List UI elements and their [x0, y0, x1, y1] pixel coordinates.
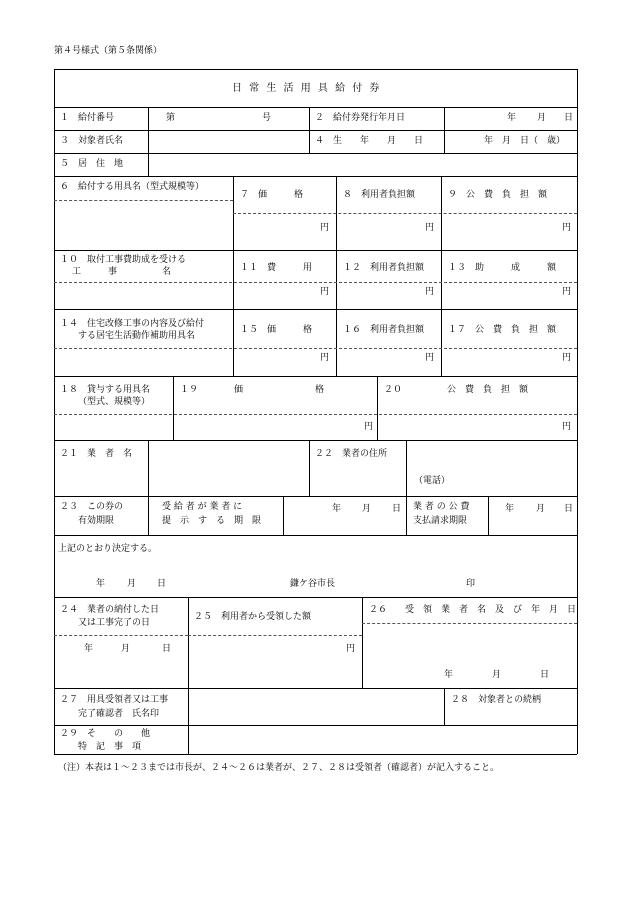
present-deadline-month: 月	[362, 504, 372, 514]
yen-17: 円	[562, 353, 572, 363]
item-name-label: ６ 給付する用具名（型式規模等）	[60, 182, 205, 192]
present-deadline-day: 日	[392, 504, 402, 514]
delivery-date-label: ２４ 業者の納付した日	[60, 605, 160, 615]
yen-25: 円	[346, 644, 356, 654]
receiver-label-2: 完了確認者 氏名印	[78, 709, 160, 719]
seal-mark: 印	[466, 579, 476, 589]
payment-deadline-label-2: 支払請求期限	[413, 516, 468, 526]
vendor-name-label: ２１ 業 者 名	[60, 449, 133, 459]
price-label: ７ 価 格	[240, 190, 304, 200]
payment-deadline-day: 日	[564, 504, 574, 514]
yen-19: 円	[364, 422, 374, 432]
present-deadline-label: 受 給 者 が 業 者 に	[162, 502, 243, 512]
number-prefix: 第	[166, 113, 176, 123]
payment-deadline-year: 年	[505, 504, 515, 514]
validity-label-2: 有効期限	[78, 516, 115, 526]
receipt-year: 年	[444, 670, 454, 680]
delivery-date-label-2: 又は工事完了の日	[78, 618, 151, 628]
mayor-title: 鎌ケ谷市長	[290, 579, 336, 589]
present-deadline-year: 年	[332, 504, 342, 514]
renovation-label: １４ 住宅改修工事の内容及び給付	[60, 319, 205, 329]
issue-date-day: 日	[564, 113, 574, 123]
decision-day: 日	[157, 579, 167, 589]
form-title: 日 常 生 活 用 具 給 付 券	[232, 83, 382, 94]
yen-12: 円	[425, 287, 435, 297]
public-charge-label-17: １７ 公 費 負 担 額	[448, 325, 557, 335]
birthdate-label: ４ 生 年 月 日	[315, 136, 424, 146]
phone-label: （電話）	[414, 476, 451, 486]
decision-month: 月	[127, 579, 137, 589]
receipt-month: 月	[492, 670, 502, 680]
footnote: （注）本表は１～２３までは市長が、２４～２６は業者が、２７、２８は受領者（確認者）が記入すること。	[58, 763, 500, 773]
delivery-year: 年	[84, 644, 94, 654]
yen-15: 円	[320, 353, 330, 363]
rental-item-label: １８ 貸与する用具名	[60, 385, 151, 395]
price-label-15: １５ 価 格	[240, 325, 313, 335]
benefit-number-label: １ 給付番号	[60, 113, 115, 123]
rental-item-label-2: （型式、規模等）	[78, 397, 151, 407]
subject-name-label: ３ 対象者氏名	[60, 136, 124, 146]
price-label-19: １９ 価 格	[180, 385, 325, 395]
delivery-month: 月	[121, 644, 131, 654]
yen-11: 円	[320, 287, 330, 297]
public-charge-label: ９ 公 費 負 担 額	[448, 190, 548, 200]
installation-label: １０ 取付工事費助成を受ける	[60, 255, 187, 265]
vendor-address-label: ２２ 業者の住所	[315, 449, 388, 459]
other-notes-label-2: 特 記 事 項	[78, 742, 142, 752]
decision-text: 上記のとおり決定する。	[58, 544, 158, 554]
residence-label: ５ 居 住 地	[60, 159, 124, 169]
issue-date-year: 年	[507, 113, 517, 123]
receipt-day: 日	[540, 670, 550, 680]
user-charge-label-12: １２ 利用者負担額	[343, 263, 425, 273]
form-number: 第４号様式（第５条関係）	[54, 46, 163, 56]
received-amount-label: ２５ 利用者から受領した額	[194, 612, 312, 622]
issue-date-month: 月	[537, 113, 547, 123]
yen-20: 円	[562, 422, 572, 432]
payment-deadline-label: 業 者 の 公 費	[413, 502, 470, 512]
payment-deadline-month: 月	[536, 504, 546, 514]
decision-year: 年	[96, 579, 106, 589]
present-deadline-label-2: 提 示 す る 期 限	[162, 516, 262, 526]
issue-date-label: ２ 給付券発行年月日	[315, 113, 406, 123]
user-charge-label: ８ 利用者負担額	[343, 190, 416, 200]
renovation-label-2: する居宅生活動作補助用具名	[78, 331, 196, 341]
subsidy-label: １３ 助 成 額	[448, 263, 557, 273]
yen-9: 円	[562, 223, 572, 233]
yen-13: 円	[562, 287, 572, 297]
yen-16: 円	[425, 353, 435, 363]
number-suffix: 号	[262, 113, 272, 123]
public-charge-label-20: ２０ 公 費 負 担 額	[384, 385, 529, 395]
delivery-day: 日	[162, 644, 172, 654]
receiving-vendor-label: ２６ 受 領 業 者 名 及 び 年 月 日	[369, 605, 577, 615]
validity-label: ２３ この券の	[60, 502, 124, 512]
user-charge-label-16: １６ 利用者負担額	[343, 325, 425, 335]
installation-label-2: 工 事 名	[72, 267, 172, 277]
yen-8: 円	[425, 223, 435, 233]
relationship-label: ２８ 対象者との続柄	[451, 695, 542, 705]
receiver-label: ２７ 用具受領者又は工事	[60, 695, 169, 705]
yen-7: 円	[320, 223, 330, 233]
other-notes-label: ２９ そ の 他	[60, 729, 151, 739]
birthdate-value: 年 月 日（ 歳）	[484, 136, 566, 146]
cost-label: １１ 費 用	[240, 263, 313, 273]
